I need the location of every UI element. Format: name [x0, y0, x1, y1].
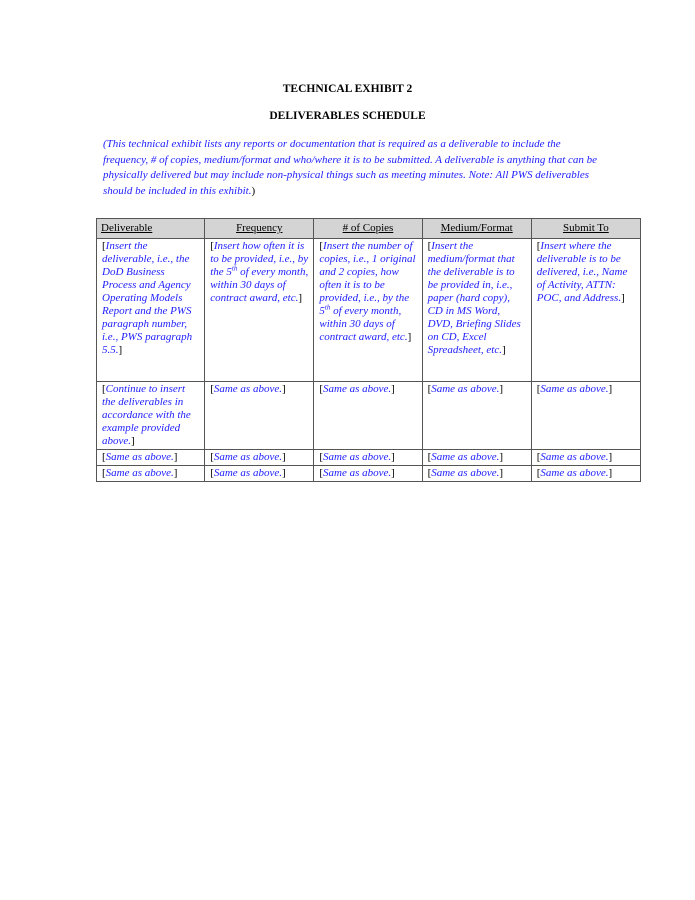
close-bracket: ]: [391, 383, 395, 395]
cell-text: Insert the number of copies, i.e., 1 original and 2 copies, how often it is to be provided, i.e., by the 5: [319, 240, 416, 317]
open-bracket: [: [427, 383, 432, 395]
intro-open: (: [103, 138, 107, 150]
close-bracket: ]: [173, 451, 178, 463]
open-bracket: [: [102, 467, 106, 479]
open-bracket: [: [210, 467, 214, 479]
close-bracket: ]: [131, 435, 135, 447]
cell-text: Same as above.: [323, 383, 392, 395]
table-row: [97, 450, 641, 466]
column-header: # of Copies: [314, 219, 422, 239]
cell-text: Same as above.: [431, 467, 500, 479]
table-cell: [531, 466, 640, 482]
intro-close: ): [251, 184, 256, 197]
cell-text: Same as above.: [540, 467, 609, 479]
open-bracket: [: [102, 383, 106, 395]
cell-superscript: th: [324, 303, 331, 312]
open-bracket: [: [427, 467, 432, 479]
table-cell: [422, 450, 531, 466]
close-bracket: ]: [298, 292, 303, 304]
table-cell: [205, 239, 314, 382]
cell-text: Insert the deliverable, i.e., the DoD Business Process and Agency Operating Models Report and the PWS paragraph number, i.e., PWS paragraph 5.5.: [102, 240, 193, 356]
table-cell: [97, 239, 205, 382]
close-bracket: ]: [173, 467, 178, 479]
cell-text: Same as above.: [105, 451, 174, 463]
cell-text: Continue to insert the deliverables in accordance with the example provided above.: [102, 383, 191, 447]
table-cell: [531, 450, 640, 466]
table-cell: [422, 382, 531, 450]
header-row: [97, 219, 641, 239]
table-row: [97, 382, 641, 450]
close-bracket: ]: [391, 451, 395, 463]
close-bracket: ]: [499, 451, 504, 463]
cell-text: Same as above.: [540, 383, 609, 395]
close-bracket: ]: [502, 344, 506, 356]
open-bracket: [: [319, 383, 324, 395]
cell-text: of every month, within 30 days of contract award, etc.: [319, 305, 408, 343]
table-cell: [314, 466, 422, 482]
cell-text: Same as above.: [213, 451, 282, 463]
open-bracket: [: [427, 240, 432, 252]
close-bracket: ]: [281, 383, 286, 395]
cell-text: Insert how often it is to be provided, i.e., by the 5: [210, 240, 309, 278]
open-bracket: [: [536, 467, 541, 479]
table-cell: [97, 466, 205, 482]
column-header: Submit To: [531, 219, 640, 239]
table-cell: [314, 382, 422, 450]
cell-text: Same as above.: [105, 467, 174, 479]
close-bracket: ]: [118, 344, 123, 356]
close-bracket: ]: [608, 467, 613, 479]
table-row: [97, 466, 641, 482]
open-bracket: [: [102, 451, 106, 463]
cell-text: Same as above.: [540, 451, 609, 463]
cell-text: Insert the medium/format that the deliverable is to be provided in, i.e., paper (hard copy), CD in MS Word, DVD, Briefing Slides on CD, Excel Spreadsheet, etc.: [427, 240, 521, 356]
table-cell: [205, 382, 314, 450]
cell-text: Insert where the deliverable is to be delivered, i.e., Name of Activity, ATTN: POC, and Address.: [536, 240, 628, 304]
table-cell: [422, 466, 531, 482]
open-bracket: [: [210, 383, 214, 395]
open-bracket: [: [536, 451, 541, 463]
column-header: Medium/Format: [422, 219, 531, 239]
close-bracket: ]: [281, 467, 286, 479]
intro-text: This technical exhibit lists any reports or documentation that is required as a deliverable to include the frequency, # of copies, medium/format and who/where it is to be submitted. A deliverable is anything that can be physically delivered but may include non-physical things such as meeting minutes. Note: All PWS deliverables should be included in this exhibit.: [103, 138, 598, 197]
close-bracket: ]: [407, 331, 412, 343]
cell-text: Same as above.: [431, 451, 500, 463]
table-cell: [97, 382, 205, 450]
cell-superscript: th: [231, 264, 238, 273]
open-bracket: [: [536, 240, 541, 252]
page-subtitle: DELIVERABLES SCHEDULE: [269, 110, 426, 122]
table-cell: [422, 239, 531, 382]
table-cell: [205, 450, 314, 466]
open-bracket: [: [210, 240, 214, 252]
intro-paragraph: [103, 137, 603, 199]
column-header: Frequency: [205, 219, 314, 239]
open-bracket: [: [319, 467, 324, 479]
cell-text: of every month, within 30 days of contract award, etc.: [210, 266, 309, 304]
close-bracket: ]: [608, 451, 613, 463]
deliverables-table: [96, 218, 641, 482]
cell-text: Same as above.: [431, 383, 500, 395]
table-cell: [531, 239, 640, 382]
table-cell: [531, 382, 640, 450]
open-bracket: [: [536, 383, 541, 395]
page-title: TECHNICAL EXHIBIT 2: [282, 83, 413, 95]
open-bracket: [: [210, 451, 214, 463]
table-cell: [314, 450, 422, 466]
close-bracket: ]: [391, 467, 395, 479]
close-bracket: ]: [499, 383, 504, 395]
column-header: Deliverable: [97, 219, 205, 239]
table-cell: [205, 466, 314, 482]
open-bracket: [: [319, 451, 324, 463]
open-bracket: [: [102, 240, 106, 252]
cell-text: Same as above.: [323, 451, 392, 463]
cell-text: Same as above.: [213, 467, 282, 479]
cell-text: Same as above.: [213, 383, 282, 395]
open-bracket: [: [319, 240, 324, 252]
close-bracket: ]: [281, 451, 286, 463]
cell-text: Same as above.: [323, 467, 392, 479]
close-bracket: ]: [499, 467, 504, 479]
close-bracket: ]: [621, 292, 625, 304]
table-row: [97, 239, 641, 382]
table-cell: [97, 450, 205, 466]
table-cell: [314, 239, 422, 382]
open-bracket: [: [427, 451, 432, 463]
close-bracket: ]: [608, 383, 613, 395]
